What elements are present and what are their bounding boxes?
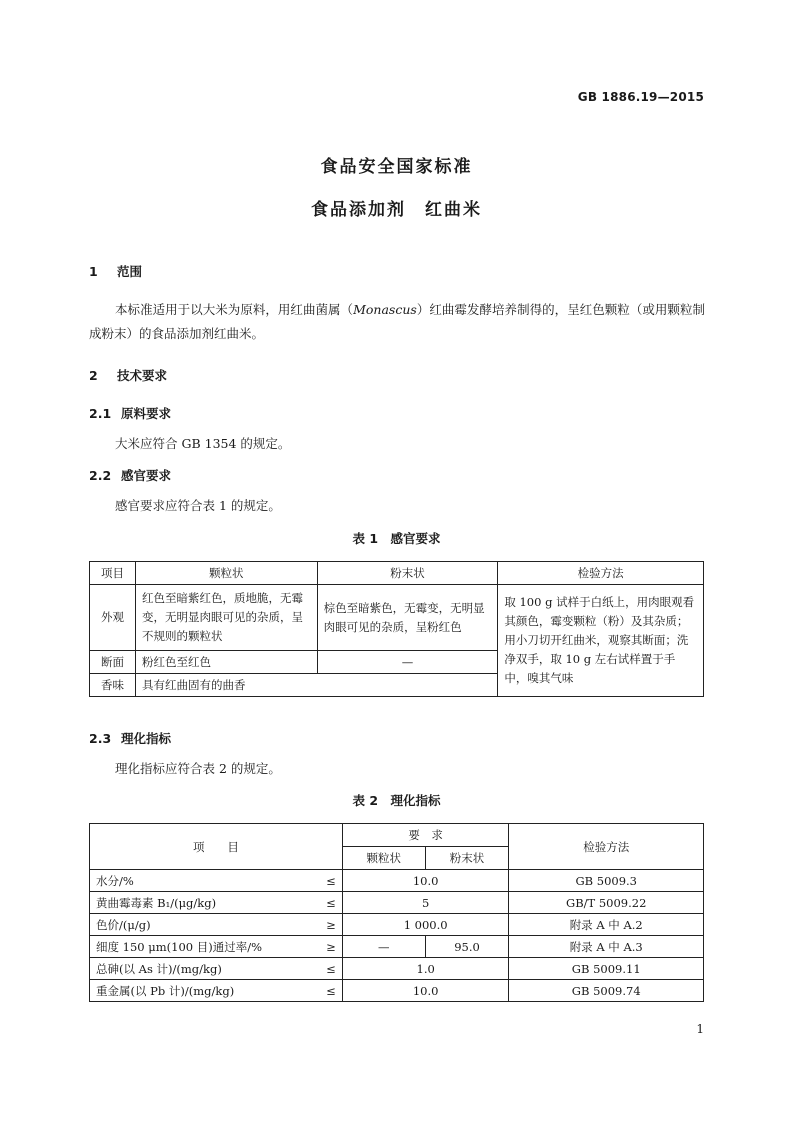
table-header-row <box>90 824 704 847</box>
paragraph-text: 大米应符合 GB 1354 的规定。 <box>115 436 291 451</box>
table-2-caption: 表 2 理化指标 <box>352 793 441 808</box>
item-cell: 重金属(以 Pb 计)/(mg/kg) <box>90 980 320 1002</box>
table-row <box>90 958 704 980</box>
section-title: 原料要求 <box>121 406 172 421</box>
table-row <box>90 936 704 958</box>
table-1-caption: 表 1 感官要求 <box>352 531 441 546</box>
header-cell: 颗粒状 <box>135 562 317 585</box>
section-2-1-heading <box>89 404 171 422</box>
comparison-symbol: ≤ <box>320 958 342 980</box>
item-cell: 黄曲霉毒素 B₁/(μg/kg) <box>90 892 320 914</box>
comparison-symbol: ≥ <box>320 936 342 958</box>
document-subtitle: 食品添加剂 红曲米 <box>311 200 482 220</box>
header-powder-cell: 粉末状 <box>425 847 509 870</box>
standard-number: GB 1886.19—2015 <box>577 90 704 104</box>
section-title: 理化指标 <box>121 731 172 746</box>
table-row <box>90 892 704 914</box>
paragraph-text: 感官要求应符合表 1 的规定。 <box>115 498 281 513</box>
item-cell: 断面 <box>90 651 136 674</box>
table-header-row <box>90 562 704 585</box>
page-number: 1 <box>696 1022 704 1036</box>
section-number: 2.1 <box>89 406 112 421</box>
section-2-3-text <box>89 757 705 781</box>
header-method-cell: 检验方法 <box>509 824 704 870</box>
header-item-cell: 项 目 <box>90 824 343 870</box>
granule-cell: 粉红色至红色 <box>135 651 317 674</box>
section-2-2-heading <box>89 466 171 484</box>
header-cell: 项目 <box>90 562 136 585</box>
document-title: 食品安全国家标准 <box>320 157 473 177</box>
scope-text-post: ）红曲霉发酵培养制得的，呈红色颗粒（或用颗粒制成粉末）的食品添加剂红曲米。 <box>89 302 705 341</box>
header-cell: 检验方法 <box>498 562 704 585</box>
comparison-symbol: ≤ <box>320 892 342 914</box>
table-row <box>90 870 704 892</box>
method-cell: GB 5009.3 <box>509 870 704 892</box>
table-1 <box>89 561 704 697</box>
value-cell: 1.0 <box>342 958 509 980</box>
section-title: 范围 <box>117 264 143 279</box>
section-1-text <box>89 298 705 346</box>
granule-cell: 红色至暗紫红色，质地脆，无霉变，无明显肉眼可见的杂质，呈不规则的颗粒状 <box>135 585 317 651</box>
section-number: 2.3 <box>89 731 112 746</box>
value-cell: 5 <box>342 892 509 914</box>
comparison-symbol: ≤ <box>320 980 342 1002</box>
method-cell: 附录 A 中 A.2 <box>509 914 704 936</box>
powder-cell: 棕色至暗紫色，无霉变，无明显肉眼可见的杂质，呈粉红色 <box>317 585 498 651</box>
section-number: 1 <box>89 264 98 279</box>
item-cell: 水分/% <box>90 870 320 892</box>
method-cell: GB 5009.74 <box>509 980 704 1002</box>
item-cell: 色价/(μ/g) <box>90 914 320 936</box>
section-title: 技术要求 <box>117 368 168 383</box>
value-cell: 1 000.0 <box>342 914 509 936</box>
section-1-heading <box>89 262 142 280</box>
section-2-heading <box>89 366 167 384</box>
section-title: 感官要求 <box>121 468 172 483</box>
item-cell: 细度 150 μm(100 目)通过率/% <box>90 936 320 958</box>
item-cell: 外观 <box>90 585 136 651</box>
merged-cell: 具有红曲固有的曲香 <box>135 674 497 697</box>
method-cell: 附录 A 中 A.3 <box>509 936 704 958</box>
value-cell: 10.0 <box>342 980 509 1002</box>
section-number: 2 <box>89 368 98 383</box>
section-2-2-text <box>89 494 705 518</box>
section-number: 2.2 <box>89 468 112 483</box>
table-2 <box>89 823 704 1002</box>
powder-cell: — <box>317 651 498 674</box>
granule-value-cell: — <box>342 936 425 958</box>
scope-genus: Monascus <box>353 302 417 317</box>
section-2-1-text <box>89 432 705 456</box>
table-row <box>90 914 704 936</box>
section-2-3-heading <box>89 729 171 747</box>
method-cell: GB/T 5009.22 <box>509 892 704 914</box>
item-cell: 香味 <box>90 674 136 697</box>
powder-value-cell: 95.0 <box>425 936 509 958</box>
method-cell: GB 5009.11 <box>509 958 704 980</box>
value-cell: 10.0 <box>342 870 509 892</box>
comparison-symbol: ≥ <box>320 914 342 936</box>
header-cell: 粉末状 <box>317 562 498 585</box>
table-row <box>90 980 704 1002</box>
header-requirement-cell: 要 求 <box>342 824 509 847</box>
table-row <box>90 585 704 651</box>
comparison-symbol: ≤ <box>320 870 342 892</box>
scope-text-pre: 本标准适用于以大米为原料，用红曲菌属（ <box>115 302 354 317</box>
item-cell: 总砷(以 As 计)/(mg/kg) <box>90 958 320 980</box>
paragraph-text: 理化指标应符合表 2 的规定。 <box>115 761 281 776</box>
method-cell: 取 100 g 试样于白纸上，用肉眼观看其颜色，霉变颗粒（粉）及其杂质；用小刀切开红曲米，观察其断面；洗净双手，取 10 g 左右试样置于手中，嗅其气味 <box>498 585 704 697</box>
header-granule-cell: 颗粒状 <box>342 847 425 870</box>
